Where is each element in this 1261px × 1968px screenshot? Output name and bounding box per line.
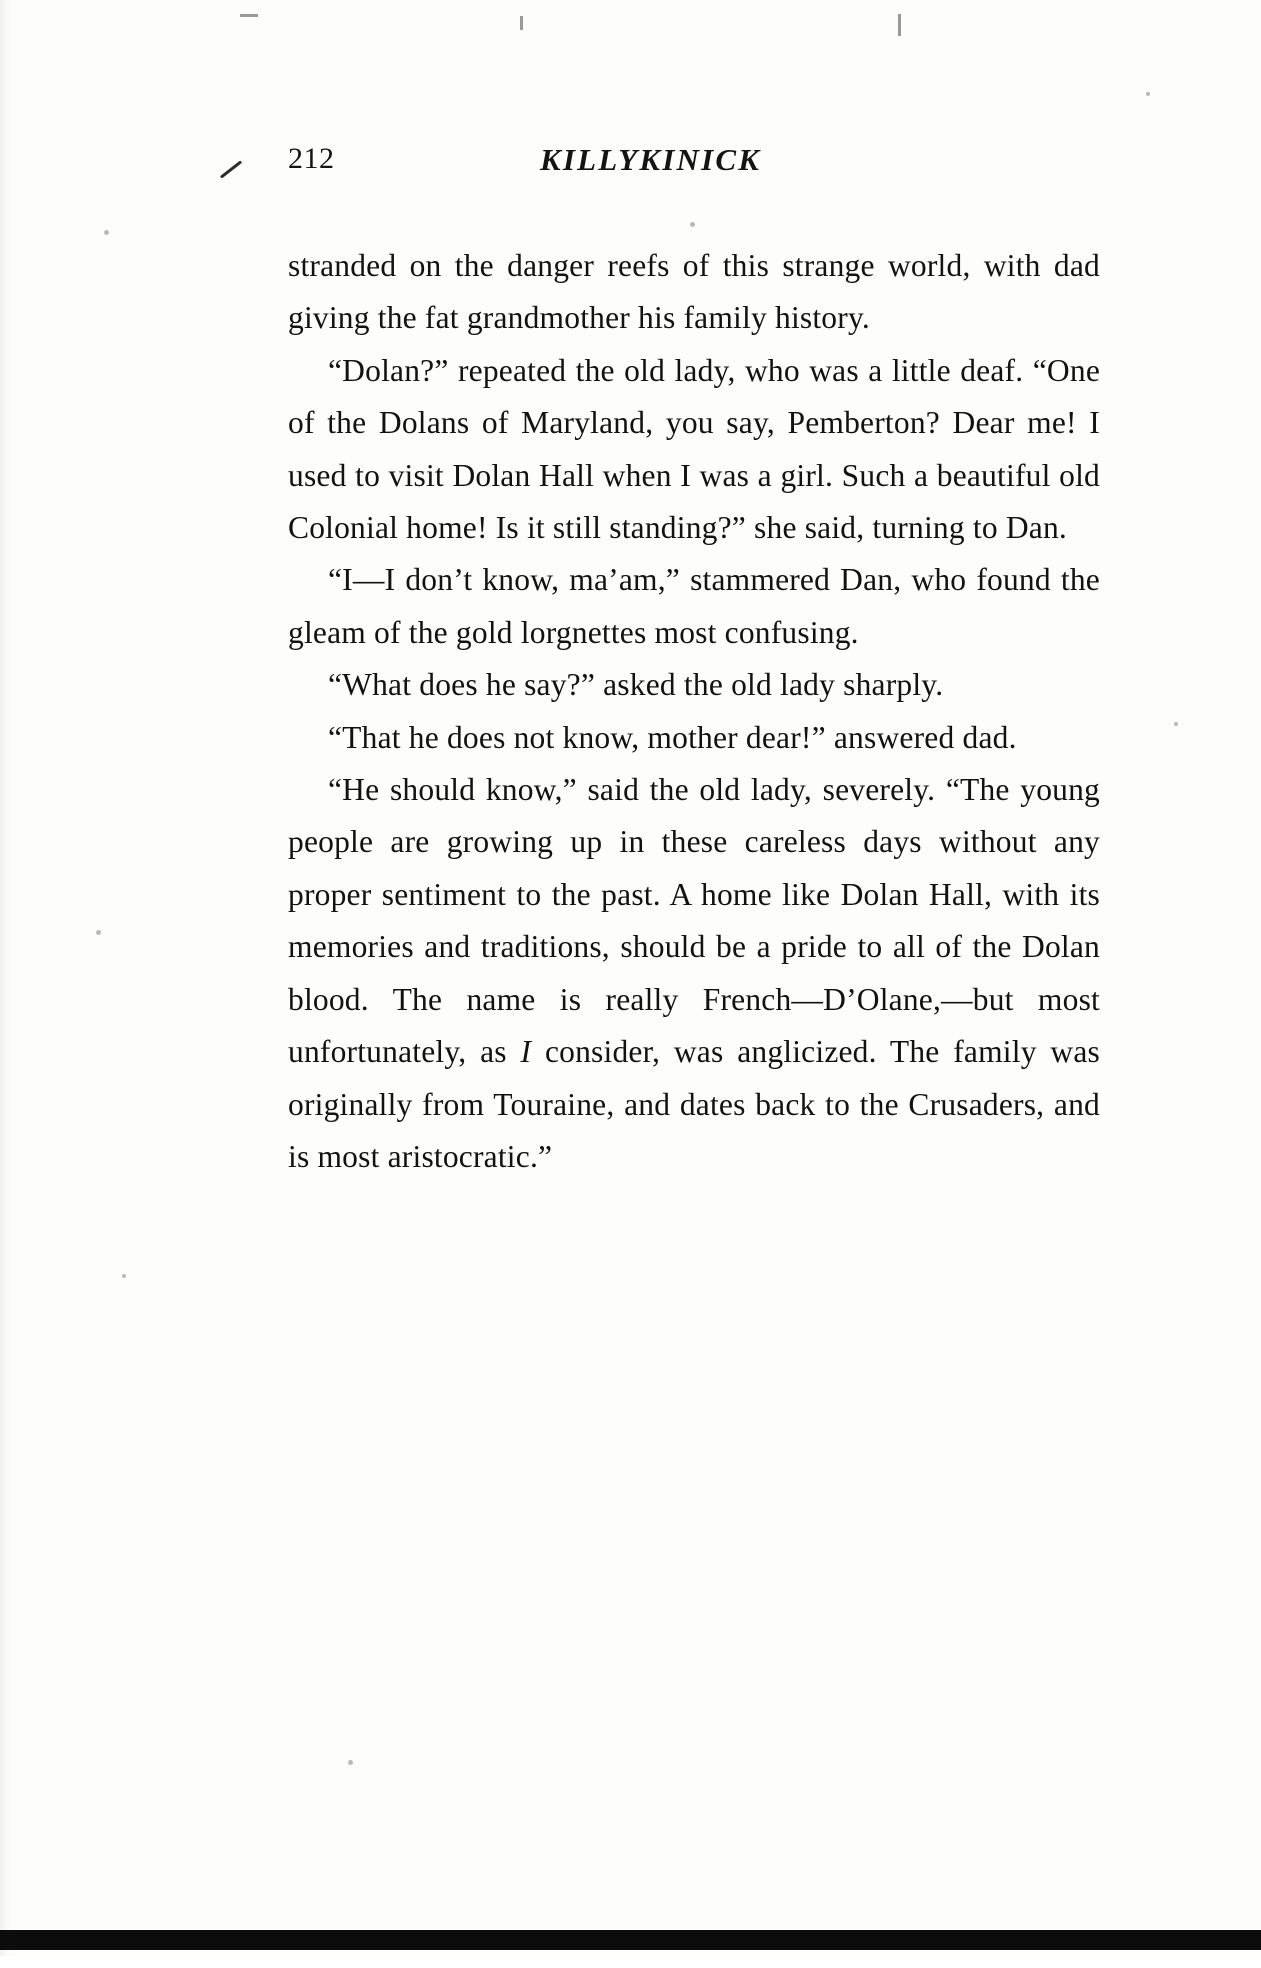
paragraph: “I—I don’t know, ma’am,” stammered Dan, who found the gleam of the gold lorgnettes most confusing. xyxy=(288,562,1100,650)
scan-speck-bottom xyxy=(348,1760,353,1765)
paragraph: “Dolan?” repeated the old lady, who was a little deaf. “One of the Dolans of Maryland, you say, Pemberton? Dear me! I used to visit Dolan Hall when I was a girl. Such a beautiful old Colonial home! Is it still standing?” she said, turning to Dan. xyxy=(288,352,1100,546)
scan-speck-right-upper xyxy=(1146,92,1150,96)
scan-speck-left-lower xyxy=(122,1274,126,1278)
scan-speck-header xyxy=(690,222,695,227)
page-edge-shading xyxy=(0,0,10,1968)
scan-mark-top-left xyxy=(240,14,258,17)
body-text xyxy=(288,240,1100,1183)
page-number: 212 xyxy=(288,142,335,175)
paragraph: “That he does not know, mother dear!” answered dad. xyxy=(328,719,1017,755)
scan-speck-left-mid xyxy=(96,930,101,935)
scan-mark-top-center xyxy=(520,16,523,30)
scan-bottom-margin xyxy=(0,1956,1261,1968)
scan-speck-right-mid xyxy=(1174,722,1178,726)
running-head xyxy=(0,142,1261,182)
book-title: KILLYKINICK xyxy=(540,142,762,177)
scan-speck-left-upper xyxy=(104,230,109,235)
paragraph: “What does he say?” asked the old lady sharply. xyxy=(328,667,944,703)
paragraph: stranded on the danger reefs of this strange world, with dad giving the fat grandmother his family history. xyxy=(288,248,1100,336)
paragraph: “He should know,” said the old lady, severely. “The young people are growing up in these careless days without any proper sentiment to the past. A home like Dolan Hall, with its memories and traditions, should be a pride to all of the Dolan blood. The name is really French—D’Olane,—but most unfortunately, as I consider, was anglicized. The family was originally from Touraine, and dates back to the Crusaders, and is most aristocratic.” xyxy=(288,772,1101,1174)
scan-mark-top-right xyxy=(898,14,901,36)
scan-bottom-bar xyxy=(0,1930,1261,1950)
